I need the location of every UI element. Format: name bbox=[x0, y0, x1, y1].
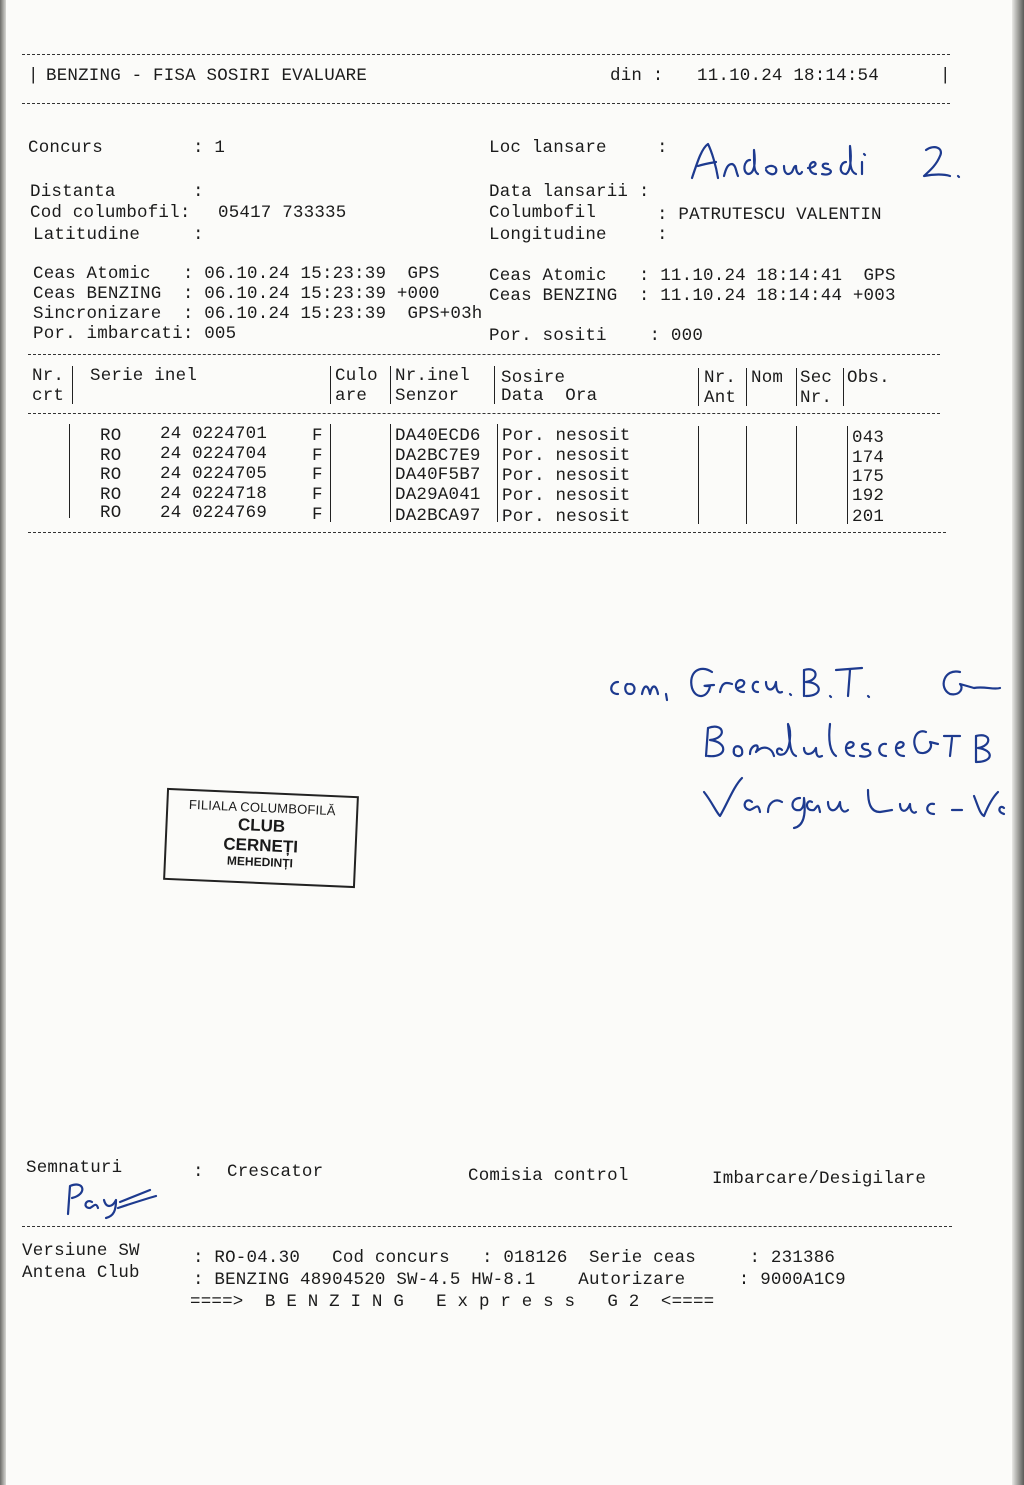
antena-club-label: Antena Club bbox=[22, 1263, 140, 1283]
stamp-line-3: CERNEȚI bbox=[222, 834, 299, 857]
row-sosire: Por. nesosit bbox=[502, 486, 631, 506]
concurs-value: : 1 bbox=[193, 138, 226, 158]
row-obs: 175 bbox=[852, 467, 885, 487]
row-ring: 24 0224718 bbox=[160, 484, 268, 504]
row-sex: F bbox=[312, 465, 323, 485]
clock-left-benzing: Ceas BENZING : 06.10.24 15:23:39 +000 bbox=[33, 284, 440, 304]
loc-lansare-label: Loc lansare bbox=[489, 138, 607, 158]
row-sosire: Por. nesosit bbox=[502, 426, 631, 446]
signatures-colon: : bbox=[193, 1162, 204, 1182]
table-top-rule bbox=[28, 354, 940, 355]
row-country: RO bbox=[100, 465, 122, 485]
row-senzor: DA40F5B7 bbox=[395, 465, 481, 485]
clock-left-sync: Sincronizare : 06.10.24 15:23:39 GPS+03h bbox=[33, 304, 483, 324]
col-senzor-1: Nr.inel bbox=[395, 366, 470, 386]
row-ring: 24 0224769 bbox=[160, 503, 268, 523]
cod-columbofil-value: 05417 733335 bbox=[218, 203, 347, 223]
col-serie-inel: Serie inel bbox=[90, 366, 198, 386]
handwritten-launch-site bbox=[688, 138, 968, 190]
col-sosire-1: Sosire bbox=[501, 368, 566, 388]
header-bottom-rule bbox=[22, 103, 950, 104]
report-datetime: 11.10.24 18:14:54 bbox=[697, 66, 879, 86]
row-senzor: DA40ECD6 bbox=[395, 426, 481, 446]
row-obs: 174 bbox=[852, 448, 885, 468]
header-sep bbox=[698, 368, 699, 406]
longitudine-value: : bbox=[657, 225, 668, 245]
handwritten-witness-note bbox=[604, 652, 1008, 832]
row-sep bbox=[390, 424, 391, 522]
loc-lansare-colon: : bbox=[657, 138, 668, 158]
col-culoare-2: are bbox=[335, 386, 368, 406]
birds-embarked: Por. imbarcati: 005 bbox=[33, 324, 237, 344]
scan-edge-left bbox=[0, 0, 6, 1485]
footer-top-rule bbox=[22, 1226, 952, 1227]
row-country: RO bbox=[100, 503, 122, 523]
col-senzor-2: Senzor bbox=[395, 386, 460, 406]
row-senzor: DA29A041 bbox=[395, 485, 481, 505]
header-sep bbox=[796, 368, 797, 406]
col-nr-ant-2: Ant bbox=[704, 388, 737, 408]
table-header-rule bbox=[28, 413, 940, 414]
latitudine-value: : bbox=[193, 225, 204, 245]
din-label: din : bbox=[610, 66, 664, 86]
antena-club-line: : BENZING 48904520 SW-4.5 HW-8.1 Autorizare : 9000A1C9 bbox=[193, 1270, 846, 1290]
row-sex: F bbox=[312, 446, 323, 466]
col-sosire-2: Data Ora bbox=[501, 386, 598, 406]
row-sep bbox=[796, 426, 797, 524]
header-sep bbox=[494, 366, 495, 404]
stamp-line-1: FILIALA COLUMBOFILĂ bbox=[188, 796, 337, 819]
row-obs: 201 bbox=[852, 507, 885, 527]
row-sep bbox=[497, 424, 498, 522]
header-sep bbox=[843, 368, 844, 406]
header-sep bbox=[390, 366, 391, 404]
distanta-label: Distanta bbox=[30, 182, 116, 202]
signature-breeder-label: Crescator bbox=[227, 1162, 324, 1182]
header-bar-right: | bbox=[940, 66, 951, 86]
cod-columbofil-label: Cod columbofil: bbox=[30, 203, 191, 223]
row-sosire: Por. nesosit bbox=[502, 446, 631, 466]
row-sex: F bbox=[312, 426, 323, 446]
row-ring: 24 0224704 bbox=[160, 444, 268, 464]
col-culoare-1: Culo bbox=[335, 366, 378, 386]
club-stamp bbox=[163, 788, 359, 888]
clock-right-atomic: Ceas Atomic : 11.10.24 18:14:41 GPS bbox=[489, 266, 896, 286]
col-nr-crt-1: Nr. bbox=[32, 366, 65, 386]
concurs-label: Concurs bbox=[28, 138, 103, 158]
row-sex: F bbox=[312, 505, 323, 525]
row-sep bbox=[69, 424, 70, 518]
longitudine-label: Longitudine bbox=[489, 225, 607, 245]
row-ring: 24 0224705 bbox=[160, 464, 268, 484]
table-bottom-rule bbox=[28, 532, 946, 533]
versiune-sw-label: Versiune SW bbox=[22, 1241, 140, 1261]
col-sec-2: Nr. bbox=[800, 388, 833, 408]
row-obs: 192 bbox=[852, 486, 885, 506]
header-bar-left: | bbox=[28, 66, 39, 86]
header-top-rule bbox=[22, 54, 950, 55]
report-title: BENZING - FISA SOSIRI EVALUARE bbox=[46, 66, 368, 86]
row-sosire: Por. nesosit bbox=[502, 466, 631, 486]
latitudine-label: Latitudine bbox=[33, 225, 141, 245]
signature-boarding-label: Imbarcare/Desigilare bbox=[712, 1169, 927, 1189]
row-country: RO bbox=[100, 485, 122, 505]
header-sep bbox=[746, 368, 747, 406]
col-sec-1: Sec bbox=[800, 368, 833, 388]
row-ring: 24 0224701 bbox=[160, 424, 268, 444]
row-sex: F bbox=[312, 485, 323, 505]
stamp-line-2: CLUB bbox=[237, 814, 286, 837]
scan-edge-right bbox=[1012, 0, 1024, 1485]
row-sep bbox=[330, 424, 331, 522]
col-nr-ant-1: Nr. bbox=[704, 368, 737, 388]
row-sosire: Por. nesosit bbox=[502, 507, 631, 527]
columbofil-value: : PATRUTESCU VALENTIN bbox=[657, 205, 882, 225]
clock-right-benzing: Ceas BENZING : 11.10.24 18:14:44 +003 bbox=[489, 286, 896, 306]
row-obs: 043 bbox=[852, 428, 885, 448]
row-senzor: DA2BC7E9 bbox=[395, 446, 481, 466]
versiune-sw-line: : RO-04.30 Cod concurs : 018126 Serie ceas : 231386 bbox=[193, 1248, 836, 1268]
data-lansarii-label: Data lansarii : bbox=[489, 182, 650, 202]
signatures-label: Semnaturi bbox=[26, 1158, 123, 1178]
row-sep bbox=[847, 426, 848, 524]
breeder-signature bbox=[58, 1180, 162, 1220]
birds-arrived: Por. sositi : 000 bbox=[489, 326, 704, 346]
row-senzor: DA2BCA97 bbox=[395, 506, 481, 526]
row-sep bbox=[746, 426, 747, 524]
distanta-value: : bbox=[193, 182, 204, 202]
signature-commission-label: Comisia control bbox=[468, 1166, 629, 1186]
col-obs: Obs. bbox=[847, 368, 890, 388]
benzing-express-banner: ====> B E N Z I N G E x p r e s s G 2 <==== bbox=[190, 1292, 715, 1312]
col-nr-crt-2: crt bbox=[32, 386, 65, 406]
row-country: RO bbox=[100, 446, 122, 466]
stamp-line-4: MEHEDINȚI bbox=[226, 853, 294, 871]
header-sep bbox=[330, 366, 331, 404]
col-nom: Nom bbox=[751, 368, 784, 388]
header-sep bbox=[72, 366, 73, 404]
row-sep bbox=[698, 426, 699, 524]
row-country: RO bbox=[100, 426, 122, 446]
columbofil-label: Columbofil bbox=[489, 203, 597, 223]
clock-left-atomic: Ceas Atomic : 06.10.24 15:23:39 GPS bbox=[33, 264, 440, 284]
